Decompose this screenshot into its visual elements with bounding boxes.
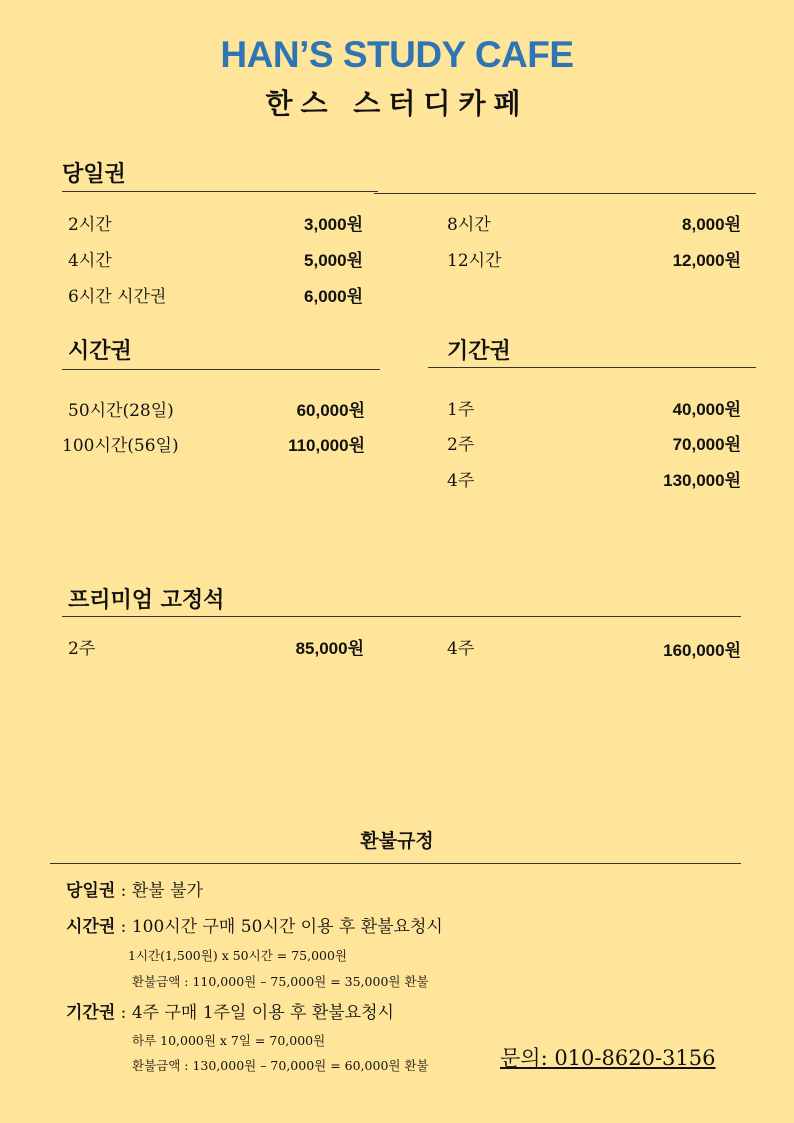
refund-period-text: : 4주 구매 1주일 이용 후 환불요청시 [115,1003,394,1023]
daily-item-price: 3,000원 [304,215,363,234]
premium-item-price: 85,000원 [295,639,364,658]
refund-hours-calc: 1시간(1,500원) x 50시간 = 75,000원 [128,948,348,963]
daily-heading: 당일권 [62,161,126,187]
premium-item-label: 2주 [68,639,96,659]
cafe-subtitle: 한스 스터디카페 [265,87,529,120]
refund-hours-amount: 환불금액 : 110,000원 – 75,000원 = 35,000원 환불 [132,974,429,989]
premium-item-price: 160,000원 [663,641,741,660]
daily-item-label: 4시간 [68,251,112,271]
period-item-price: 40,000원 [672,400,741,419]
period-divider [428,367,756,368]
daily-item-price: 6,000원 [304,287,363,306]
period-item-label: 2주 [447,435,475,455]
cafe-title: HAN’S STUDY CAFE [220,34,574,75]
premium-divider [62,616,741,617]
daily-divider-right [374,193,756,194]
refund-daily-label: 당일권 [66,881,116,901]
daily-item-price: 8,000원 [682,215,741,234]
daily-item-label: 8시간 [447,215,491,235]
hours-item-price: 110,000원 [288,436,365,455]
refund-daily [66,876,203,901]
hours-heading: 시간권 [68,338,132,364]
hours-item-label: 100시간(56일) [62,436,179,456]
refund-period-label: 기간권 [66,1003,116,1023]
period-item-label: 4주 [447,471,475,491]
daily-divider-left [62,191,378,192]
daily-item-label: 2시간 [68,215,112,235]
refund-heading: 환불규정 [360,830,434,852]
premium-item-label: 4주 [447,639,475,659]
hours-item-price: 60,000원 [296,401,365,420]
hours-item-label: 50시간(28일) [68,401,174,421]
refund-hours [66,912,443,937]
refund-divider [50,863,741,864]
period-item-price: 130,000원 [663,471,741,490]
premium-heading: 프리미엄 고정석 [68,587,225,613]
refund-period [66,998,394,1023]
daily-item-label: 12시간 [447,251,502,271]
refund-daily-text: : 환불 불가 [115,881,203,901]
period-heading: 기간권 [447,338,511,364]
daily-item-price: 12,000원 [672,251,741,270]
period-item-label: 1주 [447,400,475,420]
refund-period-calc: 하루 10,000원 x 7일 = 70,000원 [132,1033,326,1048]
daily-item-label: 6시간 시간권 [68,287,167,307]
period-item-price: 70,000원 [672,435,741,454]
hours-divider [62,369,380,370]
refund-hours-label: 시간권 [66,917,116,937]
contact-phone: 문의: 010-8620-3156 [500,1046,716,1070]
refund-hours-text: : 100시간 구매 50시간 이용 후 환불요청시 [115,917,443,937]
daily-item-price: 5,000원 [304,251,363,270]
refund-period-amount: 환불금액 : 130,000원 – 70,000원 = 60,000원 환불 [132,1058,429,1073]
